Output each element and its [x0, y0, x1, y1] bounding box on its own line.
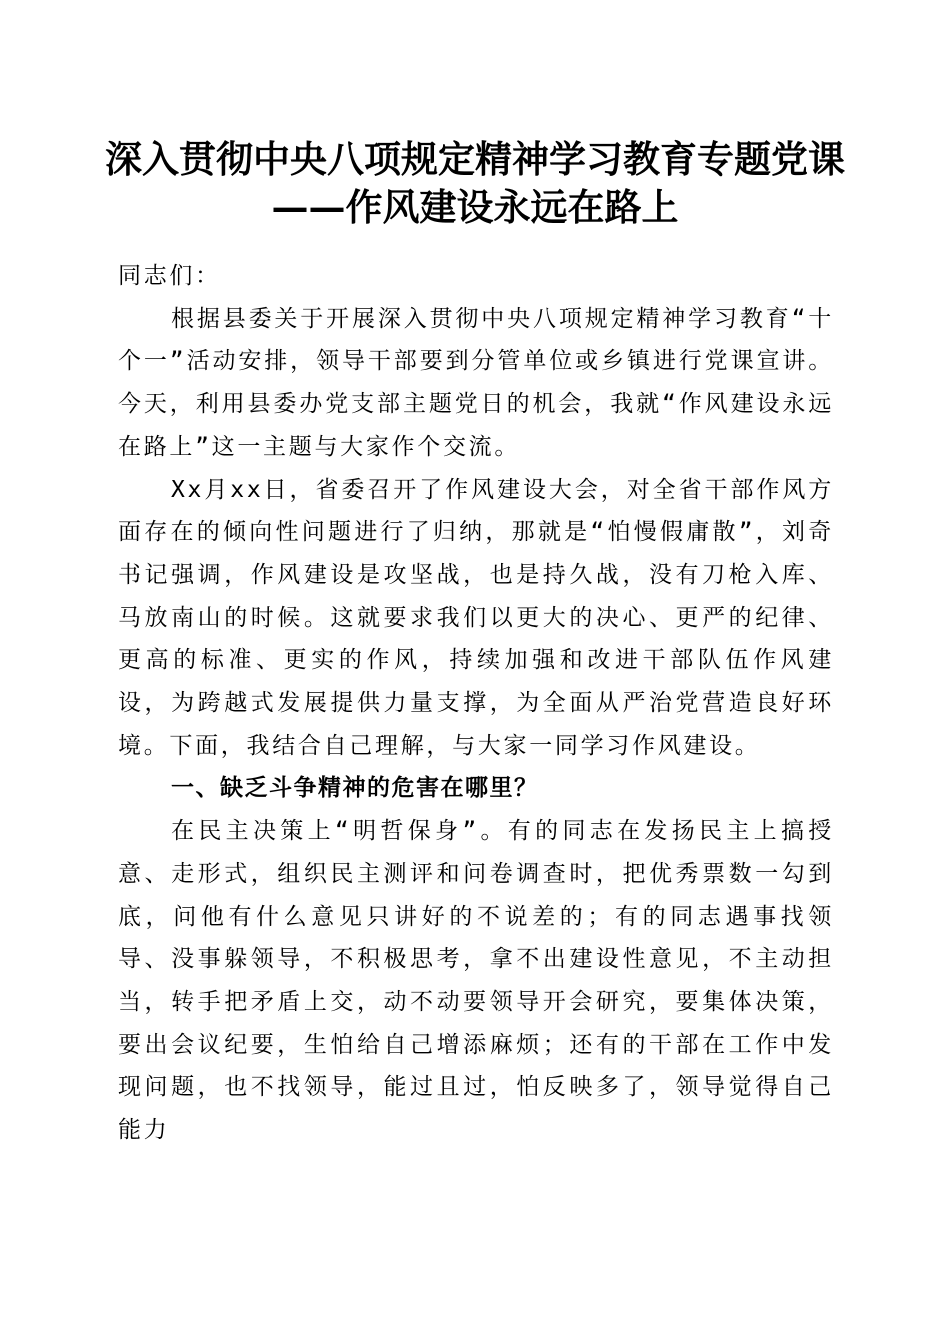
paragraph-background: Xx月xx日，省委召开了作风建设大会，对全省干部作风方面存在的倾向性问题进行了归纳，那就是“怕慢假庸散”，刘奇书记强调，作风建设是攻坚战，也是持久战，没有刀枪入库、马放南山的时候。这就要求我们以更大的决心、更严的纪律、更高的标准、更实的作风，持续加强和改进干部队伍作风建设，为跨越式发展提供力量支撑，为全面从严治党营造良好环境。下面，我结合自己理解，与大家一同学习作风建设。 — [118, 476, 834, 759]
section-heading: 一、缺乏斗争精神的危害在哪里？ — [171, 775, 539, 802]
paragraph-intro: 根据县委关于开展深入贯彻中央八项规定精神学习教育“十个一”活动安排，领导干部要到分管单位或乡镇进行党课宣讲。今天，利用县委办党支部主题党日的机会，我就“作风建设永远在路上”这一主题与大家作个交流。 — [118, 305, 834, 460]
document-body — [118, 255, 834, 1152]
document-title: 深入贯彻中央八项规定精神学习教育专题党课 — [105, 137, 845, 181]
salutation: 同志们： — [118, 263, 221, 289]
document-subtitle: ——作风建设永远在路上 — [271, 185, 679, 229]
section-paragraph: 在民主决策上“明哲保身”。有的同志在发扬民主上搞授意、走形式，组织民主测评和问卷调查时，把优秀票数一勾到底，问他有什么意见只讲好的不说差的；有的同志遇事找领导、没事躲领导，不积极思考，拿不出建设性意见，不主动担当，转手把矛盾上交，动不动要领导开会研究，要集体决策，要出会议纪要，生怕给自己增添麻烦；还有的干部在工作中发现问题，也不找领导，能过且过，怕反映多了，领导觉得自己能力 — [118, 818, 834, 1144]
